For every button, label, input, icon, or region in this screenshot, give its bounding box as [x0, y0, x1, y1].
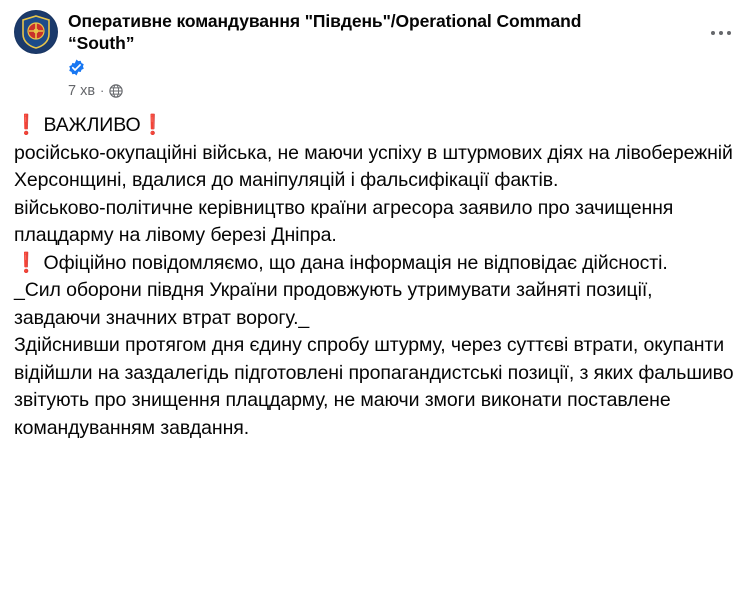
- post-line-3: військово-політичне керівництво країни агресора заявило про зачищення плацдарму на лівому березі Дніпра.: [14, 196, 674, 246]
- post-header-text: [68, 10, 738, 100]
- post-line-1: ❗ ВАЖЛИВО❗: [14, 114, 165, 136]
- post-timestamp[interactable]: 7 хв: [68, 83, 96, 99]
- verified-badge-icon: [68, 59, 85, 76]
- military-emblem-icon: [21, 15, 51, 49]
- post-line-5: _Сил оборони півдня України продовжують утримувати зайняті позиції, завдаючи значних втрат ворогу._: [14, 279, 653, 329]
- post-line-2: російсько-окупаційні війська, не маючи успіху в штурмових діях на лівобережній Херсонщині, вдалися до маніпуляцій і фальсифікації фактів.: [14, 141, 733, 191]
- verified-row: [68, 58, 698, 76]
- avatar[interactable]: [14, 10, 58, 54]
- more-options-icon: [711, 31, 732, 36]
- more-options-button[interactable]: [704, 16, 738, 50]
- post-meta: [68, 82, 698, 100]
- meta-separator: ·: [100, 83, 105, 98]
- globe-icon[interactable]: [109, 84, 123, 98]
- post-body: [14, 112, 738, 442]
- page-name[interactable]: Оперативне командування "Південь"/Operational Command “South”: [68, 11, 582, 53]
- post-line-6: Здійснивши протягом дня єдину спробу штурму, через суттєві втрати, окупанти відійшли на заздалегідь підготовлені пропагандистські позиції, з яких фальшиво звітують про знищення плацдарму, не маючи змоги виконати поставлене командуванням завдання.: [14, 334, 734, 439]
- post-header: [14, 10, 738, 100]
- post-line-4: ❗ Офіційно повідомляємо, що дана інформація не відповідає дійсності.: [14, 251, 668, 274]
